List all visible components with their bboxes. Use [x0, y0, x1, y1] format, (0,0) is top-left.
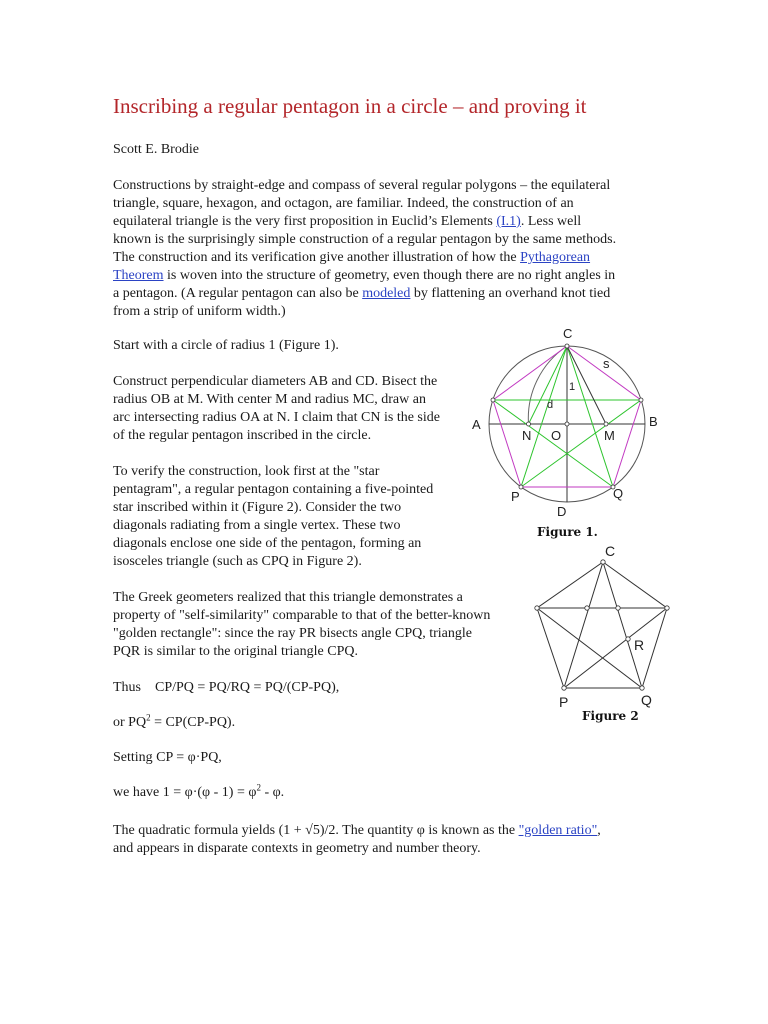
exponent: 2: [256, 782, 261, 793]
intro-line: from a strip of uniform width.): [113, 304, 286, 319]
point: [640, 686, 644, 690]
point: [562, 686, 566, 690]
label-p: P: [511, 489, 520, 504]
segment-cn: [529, 346, 568, 424]
figure-2-caption: Figure 2: [582, 709, 639, 723]
intro-line: [113, 285, 610, 303]
label-q: Q: [613, 486, 624, 501]
intro-line: triangle, square, hexagon, and octagon, are familiar. Indeed, the construction of an: [113, 196, 574, 211]
figure-1-caption: Figure 1.: [537, 525, 598, 539]
intro-text: equilateral triangle is the very first proposition in Euclid’s Elements: [113, 214, 497, 229]
point: [616, 606, 620, 610]
intro-text: The construction and its verification give another illustration of how the: [113, 250, 521, 265]
greek-line: The Greek geometers realized that this triangle demonstrates a: [113, 590, 463, 605]
point: [601, 560, 605, 564]
point: [626, 637, 630, 641]
construct-line: Construct perpendicular diameters AB and CD. Bisect the: [113, 374, 438, 389]
label-s: s: [603, 356, 610, 371]
label-d-small: d: [547, 399, 554, 411]
equation-text: - φ.: [260, 785, 285, 800]
pythagorean-theorem-link[interactable]: Theorem: [113, 268, 164, 283]
construct-line: radius OB at M. With center M and radius MC, draw an: [113, 392, 426, 407]
start-paragraph: Start with a circle of radius 1 (Figure 1).: [113, 338, 339, 353]
figure-1-diagram: [468, 318, 668, 526]
label-o: O: [551, 428, 562, 443]
point: [535, 606, 539, 610]
verify-line: To verify the construction, look first at the "star: [113, 464, 380, 479]
intro-text: is woven into the structure of geometry, even though there are no right angles in: [163, 268, 616, 283]
label-p: P: [559, 694, 569, 710]
author: Scott E. Brodie: [113, 142, 199, 157]
intro-line: [113, 249, 590, 267]
verify-line: diagonals enclose one side of the pentagon, forming an: [113, 536, 422, 551]
point: [527, 422, 531, 426]
quadratic-text: The quadratic formula yields (1 + √5)/2. The quantity φ is known as the: [113, 823, 519, 838]
label-c: C: [605, 543, 616, 559]
intro-text: by flattening an overhand knot tied: [410, 286, 611, 301]
modeled-link[interactable]: modeled: [362, 286, 411, 301]
label-d: D: [557, 504, 567, 519]
label-n: N: [522, 428, 532, 443]
euclid-i1-link[interactable]: (I.1): [496, 214, 521, 229]
intro-line: known is the surprisingly simple construction of a regular pentagon by the same methods.: [113, 232, 617, 247]
verify-line: diagonals radiating from a single vertex. These two: [113, 518, 401, 533]
intro-text: a pentagon. (A regular pentagon can also be: [113, 286, 363, 301]
equation-text: or PQ: [113, 715, 147, 730]
point: [665, 606, 669, 610]
figure-2-diagram: [500, 538, 670, 710]
verify-line: isosceles triangle (such as CPQ in Figure 2).: [113, 554, 362, 569]
pentagon: [537, 562, 667, 688]
label-m: M: [604, 428, 615, 443]
label-a: A: [472, 417, 481, 432]
point: [565, 344, 569, 348]
pythagorean-link[interactable]: Pythagorean: [520, 250, 591, 265]
quadratic-line: and appears in disparate contexts in geometry and number theory.: [113, 841, 481, 856]
intro-line: Constructions by straight-edge and compass of several regular polygons – the equilateral: [113, 178, 611, 193]
point: [491, 398, 495, 402]
greek-line: property of "self-similarity" comparable to that of the better-known: [113, 608, 491, 623]
point: [639, 398, 643, 402]
intro-line: [113, 267, 615, 285]
setting-equation: Setting CP = φ·PQ,: [113, 750, 222, 765]
label-r: R: [634, 637, 645, 653]
quadratic-line: [113, 822, 601, 840]
point: [604, 422, 608, 426]
thus-equation: Thus CP/PQ = PQ/RQ = PQ/(CP-PQ),: [113, 680, 340, 695]
equation-text: we have 1 = φ·(φ - 1) = φ: [113, 785, 257, 800]
quadratic-text: ,: [597, 823, 601, 838]
exponent: 2: [146, 712, 151, 723]
verify-line: star inscribed within it (Figure 2). Consider the two: [113, 500, 402, 515]
intro-text: . Less well: [520, 214, 582, 229]
construct-line: arc intersecting radius OA at N. I claim that CN is the side: [113, 410, 440, 425]
page-title: Inscribing a regular pentagon in a circle – and proving it: [113, 94, 587, 118]
phi-equation: [113, 784, 284, 802]
greek-line: PQR is similar to the original triangle CPQ.: [113, 644, 358, 659]
label-one: 1: [569, 381, 576, 393]
equation-text: = CP(CP-PQ).: [150, 715, 236, 730]
greek-line: "golden rectangle": since the ray PR bisects angle CPQ, triangle: [113, 626, 473, 641]
label-b: B: [649, 414, 658, 429]
pq-squared-equation: [113, 714, 235, 732]
point: [565, 422, 569, 426]
intro-line: [113, 213, 581, 231]
construct-line: of the regular pentagon inscribed in the circle.: [113, 428, 372, 443]
verify-line: pentagram", a regular pentagon containing a five-pointed: [113, 482, 434, 497]
label-c: C: [563, 326, 573, 341]
golden-ratio-link[interactable]: "golden ratio": [518, 823, 598, 838]
point: [585, 606, 589, 610]
label-q: Q: [641, 692, 652, 708]
